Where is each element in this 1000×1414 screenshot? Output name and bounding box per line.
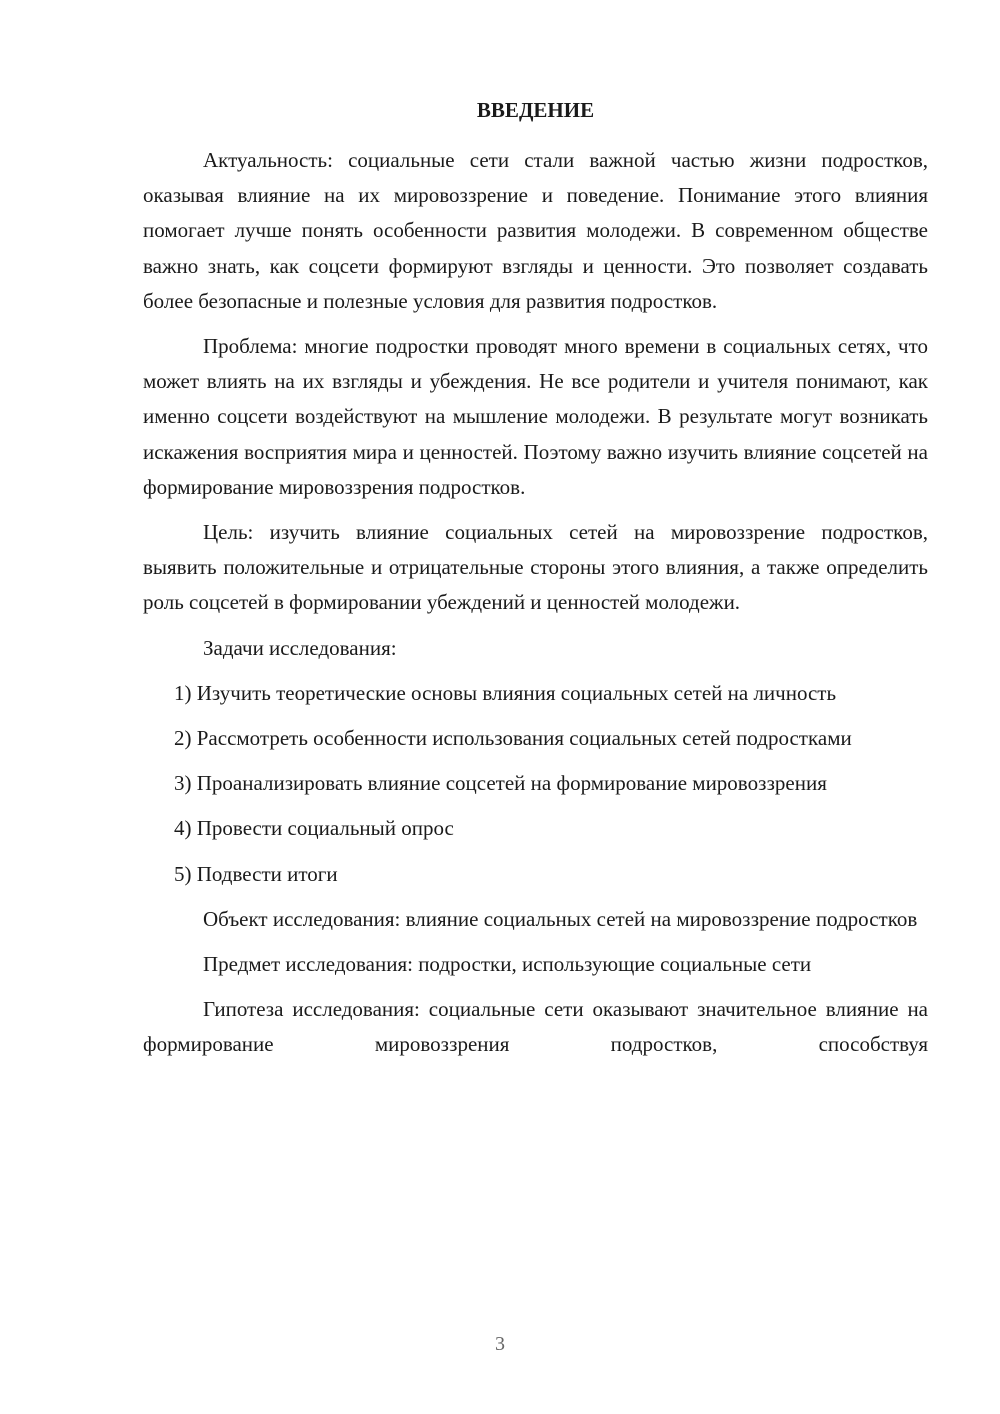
task-list-item: 1) Изучить теоретические основы влияния социальных сетей на личность [174,680,837,705]
paragraph-tasks-heading: Задачи исследования: [203,635,397,660]
task-list-item: 4) Провести социальный опрос [174,816,454,841]
task-list-item: 5) Подвести итоги [174,861,338,886]
paragraph-object: Объект исследования: влияние социальных сетей на мировоззрение подростков [203,906,918,931]
paragraph-problem: Проблема: многие подростки проводят много времени в социальных сетях, что может влиять на их взгляды и убеждения. Не все родители и учителя понимают, как именно соцсети воздействуют на мышление молодежи. В результате могут возникать искажения восприятия мира и ценностей. Поэтому важно изучить влияние соцсетей на формирование мировоззрения подростков. [143,334,928,499]
page-title: ВВЕДЕНИЕ [476,98,595,122]
task-list-item: 3) Проанализировать влияние соцсетей на формирование мировоззрения [174,771,827,796]
paragraph-relevance: Актуальность: социальные сети стали важной частью жизни подростков, оказывая влияние на их мировоззрение и поведение. Понимание этого влияния помогает лучше понять особенности развития молодежи. В современном обществе важно знать, как соцсети формируют взгляды и ценности. Это позволяет создавать более безопасные и полезные условия для развития подростков. [143,148,928,313]
task-list-item: 2) Рассмотреть особенности использования социальных сетей подростками [174,726,852,751]
paragraph-hypothesis: Гипотеза исследования: социальные сети оказывают значительное влияние на формирование мировоззрения подростков, способствуя [143,997,928,1057]
paragraph-subject: Предмет исследования: подростки, использующие социальные сети [203,952,812,977]
page-number: 3 [495,1333,505,1355]
paragraph-goal: Цель: изучить влияние социальных сетей на мировоззрение подростков, выявить положительные и отрицательные стороны этого влияния, а также определить роль соцсетей в формировании убеждений и ценностей молодежи. [143,520,928,615]
document-body [143,143,928,1063]
